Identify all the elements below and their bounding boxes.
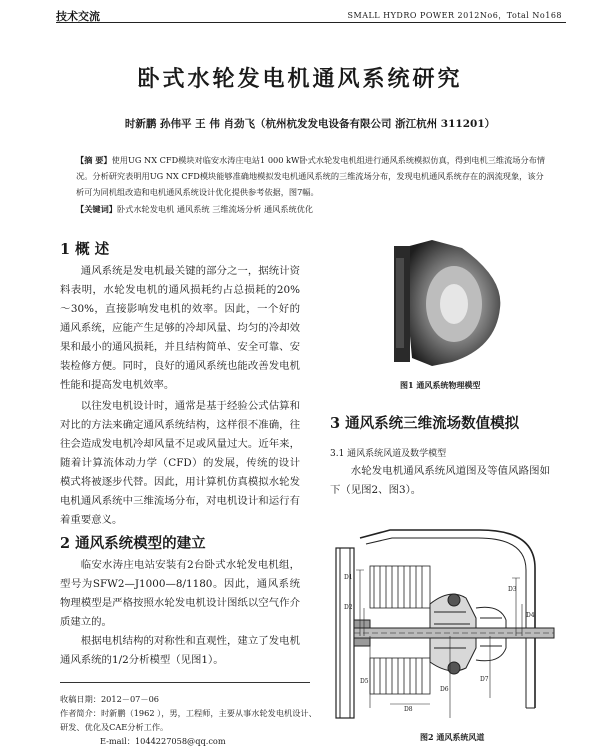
fig2-label-d4: D4 <box>526 612 535 619</box>
figure-1-caption: 图1 通风系统物理模型 <box>400 380 481 390</box>
section-3-1-paragraph-1: 水轮发电机通风系统风道图及等值风路图如下（见图2、图3）。 <box>330 465 550 496</box>
section-3-1-body <box>330 462 550 500</box>
figure-2-airduct-drawing <box>330 508 560 728</box>
fig2-label-d5: D5 <box>360 678 369 685</box>
journal-issue-info: SMALL HYDRO POWER 2012No6，Total No168 <box>347 11 562 20</box>
keywords-text: 卧式水轮发电机 通风系统 三维流场分析 通风系统优化 <box>116 204 314 214</box>
fig2-label-d1: D1 <box>344 574 353 581</box>
abstract-text: 使用UG NX CFD模块对临安水涛庄电站1 000 kW卧式水轮发电机组进行通风系统模拟仿真，得到电机三维流场分布情况。分析研究表明用UG NX CFD模块能够准确地模拟发电机通风系统的三维流场分布，发现电机通风系统存在的涡流现象，该分析可为同机组改造和电机通风系统设计优化提供参考依据，图7幅。 <box>76 155 546 197</box>
keywords-label: 【关键词】 <box>76 204 117 214</box>
section-1-body <box>60 262 300 530</box>
journal-column-label: 技术交流 <box>56 10 100 23</box>
figure-2-caption: 图2 通风系统风道 <box>420 732 485 742</box>
author-email: E-mail：1044227058@qq.com <box>100 736 226 746</box>
author-line: 时新鹏 孙伟平 王 伟 肖劲飞（杭州杭发发电设备有限公司 浙江杭州 311201） <box>124 118 496 130</box>
footnote-rule <box>60 682 310 683</box>
received-date: 收稿日期：2012－07－06 <box>60 694 159 704</box>
section-2-paragraph-2: 根据电机结构的对称性和直观性，建立了发电机通风系统的1/2分析模型（见图1）。 <box>60 635 300 666</box>
paper-title: 卧式水轮发电机通风系统研究 <box>137 66 463 92</box>
fig2-label-d3: D3 <box>508 586 517 593</box>
abstract <box>76 152 546 200</box>
section-1-heading: 1 概 述 <box>60 241 110 258</box>
fig2-label-d6: D6 <box>440 686 449 693</box>
fig2-label-d8: D8 <box>404 706 413 713</box>
section-2-heading: 2 通风系统模型的建立 <box>60 535 206 552</box>
abstract-label: 【摘 要】 <box>76 155 112 165</box>
section-2-body <box>60 556 300 670</box>
footnote <box>60 692 320 748</box>
author-introduction: 作者简介：时新鹏（1962 ），男，工程师，主要从事水轮发电机设计、研发、优化及CAE分析工作。 <box>60 708 317 732</box>
section-1-paragraph-2: 以往发电机设计时，通常是基于经验公式估算和对比的方法来确定通风系统结构，这样很不准确，往往会造成发电机冷却风量不足或风量过大。近年来，随着计算流体动力学（CFD）的发展，传统的设计模式将被逐步代替。因此，用计算机仿真模拟水轮发电机通风系统中三维流场分布，对电机设计和运行有着重要意义。 <box>60 400 300 526</box>
figure-1-model-image <box>392 238 512 368</box>
keywords <box>76 204 546 215</box>
section-1-paragraph-1: 通风系统是发电机最关键的部分之一，据统计资料表明，水轮发电机的通风损耗约占总损耗的20%～30%，直接影响发电机的效率。因此，一个好的通风系统，应能产生足够的冷却风量、均匀的冷却效果和最小的通风损耗，并且结构简单、安全可靠、安装检修方便。同时，良好的通风系统也能改善发电机性能和提高发电机效率。 <box>60 265 300 391</box>
section-3-1-heading: 3.1 通风系统风道及数学模型 <box>330 449 447 459</box>
header-rule <box>56 22 566 23</box>
section-3-heading: 3 通风系统三维流场数值模拟 <box>330 415 520 432</box>
fig2-label-d7: D7 <box>480 676 489 683</box>
fig2-label-d2: D2 <box>344 604 353 611</box>
section-2-paragraph-1: 临安水涛庄电站安装有2台卧式水轮发电机组，型号为SFW2—J1000—8/1180。因此，通风系统物理模型是严格按照水轮发电机设计图纸以空气作介质建立的。 <box>60 559 300 628</box>
